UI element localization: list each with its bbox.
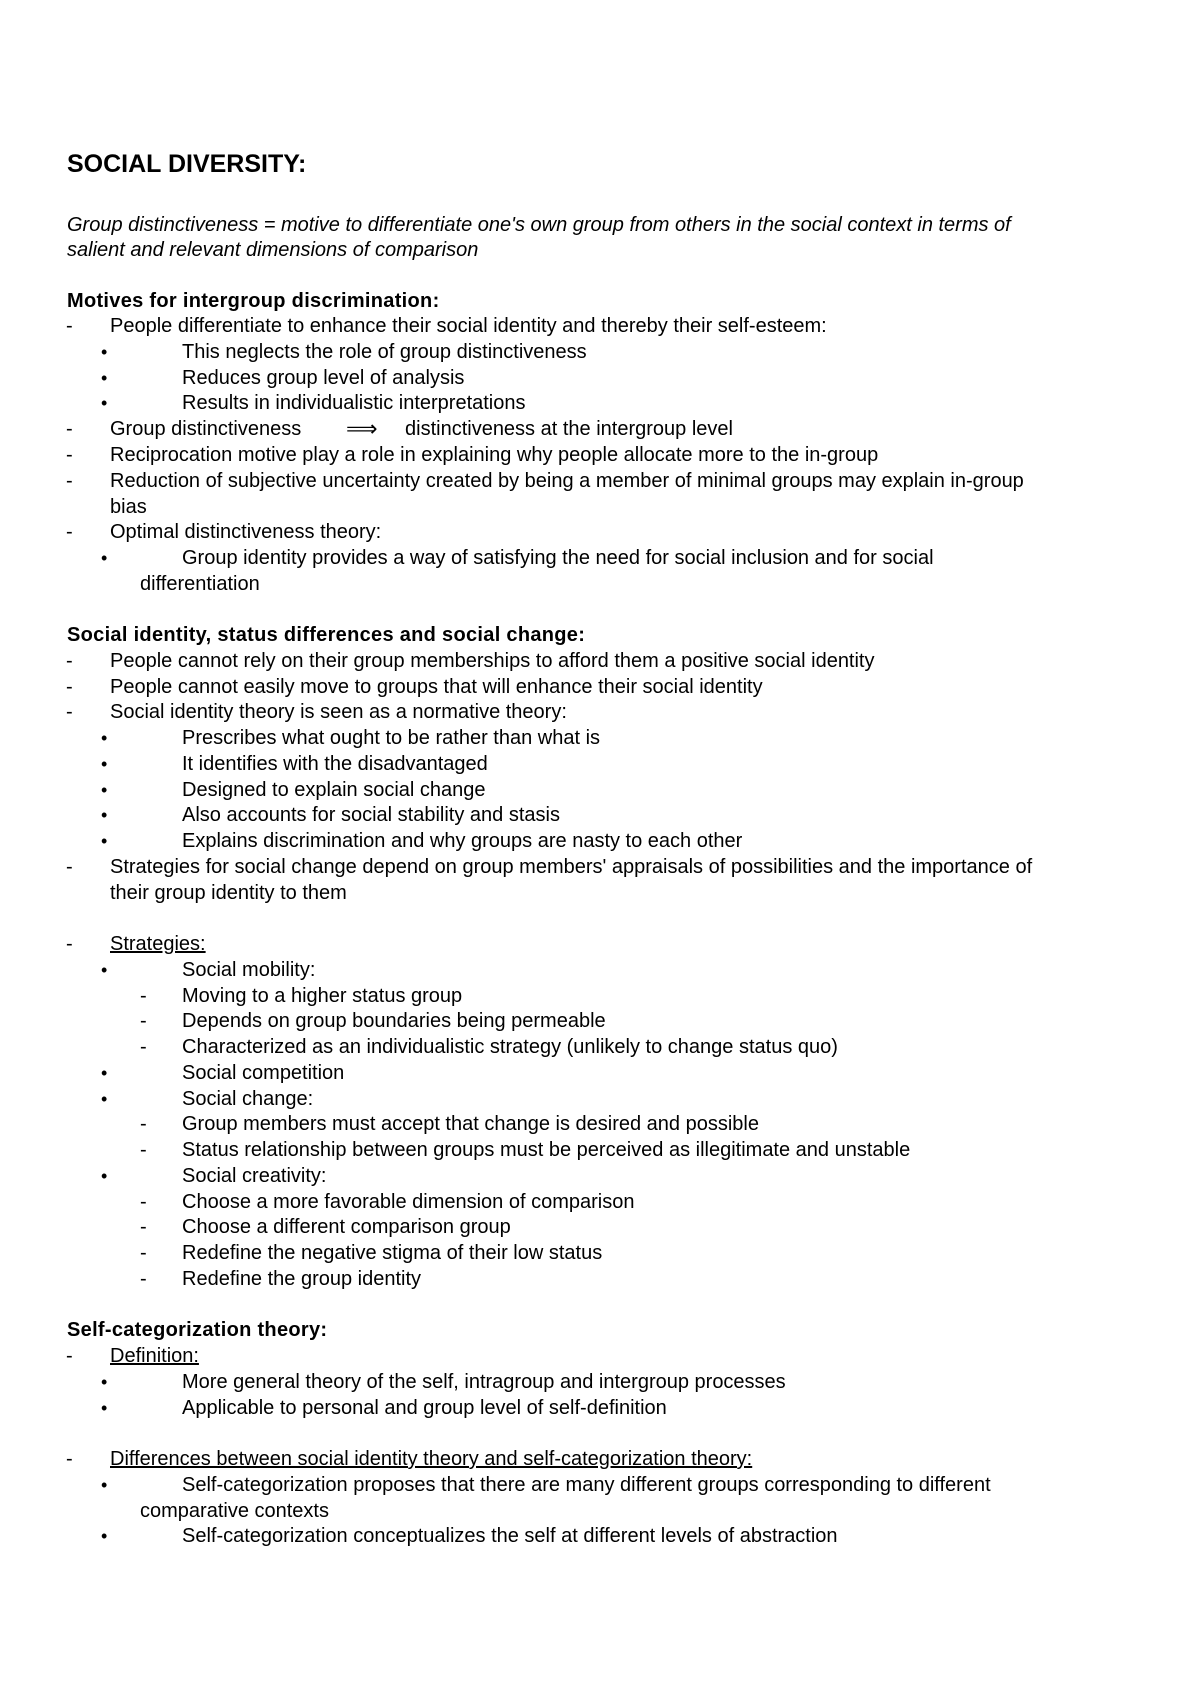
section-heading-social-identity: Social identity, status differences and social change: bbox=[67, 624, 586, 646]
list-item-text: More general theory of the self, intragroup and intergroup processes bbox=[182, 1371, 786, 1393]
list-item-text: Prescribes what ought to be rather than what is bbox=[182, 727, 601, 749]
list-item-text: Self-categorization proposes that there are many different groups corresponding to different bbox=[182, 1474, 991, 1496]
list-item-text: Strategies for social change depend on group members' appraisals of possibilities and the importance of bbox=[110, 856, 1033, 878]
list-item-text: People differentiate to enhance their social identity and thereby their self-esteem: bbox=[110, 315, 827, 337]
list-item-text: Moving to a higher status group bbox=[182, 985, 463, 1007]
list-item-text: Optimal distinctiveness theory: bbox=[110, 521, 382, 543]
bullet-icon: • bbox=[101, 831, 108, 851]
bullet-icon: • bbox=[101, 1166, 108, 1186]
list-item-text: Designed to explain social change bbox=[182, 779, 486, 801]
list-item-text: Reduces group level of analysis bbox=[182, 367, 465, 389]
dash-marker: - bbox=[140, 1242, 147, 1264]
list-item-text: Reduction of subjective uncertainty created by being a member of minimal groups may explain in-group bbox=[110, 470, 1024, 492]
list-item-text: Characterized as an individualistic strategy (unlikely to change status quo) bbox=[182, 1036, 838, 1058]
bullet-icon: • bbox=[101, 342, 108, 362]
section-heading-self-categorization: Self-categorization theory: bbox=[67, 1319, 328, 1341]
list-item-text: Results in individualistic interpretations bbox=[182, 392, 526, 414]
dash-marker: - bbox=[66, 650, 73, 672]
bullet-icon: • bbox=[101, 960, 108, 980]
dash-marker: - bbox=[66, 444, 73, 466]
dash-marker: - bbox=[66, 933, 73, 955]
bullet-icon: • bbox=[101, 728, 108, 748]
list-item-text: Social change: bbox=[182, 1088, 314, 1110]
list-item-text: Reciprocation motive play a role in explaining why people allocate more to the in-group bbox=[110, 444, 879, 466]
bullet-icon: • bbox=[101, 1475, 108, 1495]
list-item-text: Self-categorization conceptualizes the self at different levels of abstraction bbox=[182, 1525, 838, 1547]
list-item-text: Social mobility: bbox=[182, 959, 316, 981]
dash-marker: - bbox=[66, 1345, 73, 1367]
list-item-text: comparative contexts bbox=[140, 1500, 329, 1522]
list-item-text: Social competition bbox=[182, 1062, 345, 1084]
list-item-text: Group members must accept that change is desired and possible bbox=[182, 1113, 759, 1135]
bullet-icon: • bbox=[101, 780, 108, 800]
list-item-text: Group distinctiveness bbox=[110, 418, 302, 440]
list-item-text: Choose a more favorable dimension of comparison bbox=[182, 1191, 635, 1213]
list-item-text: bias bbox=[110, 496, 147, 518]
subheading-differences: Differences between social identity theory and self-categorization theory: bbox=[110, 1448, 753, 1470]
dash-marker: - bbox=[140, 1216, 147, 1238]
double-arrow-icon: ⟹ bbox=[346, 416, 378, 441]
bullet-icon: • bbox=[101, 1089, 108, 1109]
bullet-icon: • bbox=[101, 1372, 108, 1392]
list-item-text: Applicable to personal and group level of self-definition bbox=[182, 1397, 667, 1419]
bullet-icon: • bbox=[101, 368, 108, 388]
page-title: SOCIAL DIVERSITY: bbox=[67, 150, 307, 178]
list-item-text: People cannot rely on their group memberships to afford them a positive social identity bbox=[110, 650, 875, 672]
bullet-icon: • bbox=[101, 1526, 108, 1546]
list-item-text: Social identity theory is seen as a normative theory: bbox=[110, 701, 567, 723]
dash-marker: - bbox=[140, 1268, 147, 1290]
bullet-icon: • bbox=[101, 393, 108, 413]
list-item-text: Status relationship between groups must be perceived as illegitimate and unstable bbox=[182, 1139, 911, 1161]
dash-marker: - bbox=[66, 676, 73, 698]
list-item-text: distinctiveness at the intergroup level bbox=[405, 418, 733, 440]
dash-marker: - bbox=[66, 418, 73, 440]
dash-marker: - bbox=[140, 1139, 147, 1161]
dash-marker: - bbox=[66, 856, 73, 878]
bullet-icon: • bbox=[101, 754, 108, 774]
definition-line: salient and relevant dimensions of comparison bbox=[67, 239, 479, 261]
list-item-text: Social creativity: bbox=[182, 1165, 327, 1187]
bullet-icon: • bbox=[101, 1398, 108, 1418]
dash-marker: - bbox=[140, 985, 147, 1007]
dash-marker: - bbox=[140, 1036, 147, 1058]
bullet-icon: • bbox=[101, 805, 108, 825]
list-item-text: Redefine the group identity bbox=[182, 1268, 422, 1290]
list-item-text: Redefine the negative stigma of their low status bbox=[182, 1242, 603, 1264]
bullet-icon: • bbox=[101, 548, 108, 568]
dash-marker: - bbox=[140, 1113, 147, 1135]
dash-marker: - bbox=[66, 315, 73, 337]
list-item-text: Explains discrimination and why groups are nasty to each other bbox=[182, 830, 743, 852]
list-item-text: differentiation bbox=[140, 573, 260, 595]
definition-line: Group distinctiveness = motive to differentiate one's own group from others in the social context in terms of bbox=[67, 214, 1011, 236]
dash-marker: - bbox=[66, 1448, 73, 1470]
list-item-text: Depends on group boundaries being permeable bbox=[182, 1010, 606, 1032]
bullet-icon: • bbox=[101, 1063, 108, 1083]
subheading-definition: Definition: bbox=[110, 1345, 199, 1367]
list-item-text: This neglects the role of group distinctiveness bbox=[182, 341, 587, 363]
list-item-text: Group identity provides a way of satisfying the need for social inclusion and for social bbox=[182, 547, 934, 569]
dash-marker: - bbox=[140, 1191, 147, 1213]
dash-marker: - bbox=[140, 1010, 147, 1032]
dash-marker: - bbox=[66, 701, 73, 723]
list-item-text: It identifies with the disadvantaged bbox=[182, 753, 488, 775]
dash-marker: - bbox=[66, 470, 73, 492]
list-item-text: their group identity to them bbox=[110, 882, 347, 904]
dash-marker: - bbox=[66, 521, 73, 543]
section-heading-motives: Motives for intergroup discrimination: bbox=[67, 290, 440, 312]
list-item-text: Choose a different comparison group bbox=[182, 1216, 511, 1238]
list-item-text: Also accounts for social stability and stasis bbox=[182, 804, 560, 826]
list-item-text: People cannot easily move to groups that will enhance their social identity bbox=[110, 676, 763, 698]
subheading-strategies: Strategies: bbox=[110, 933, 206, 955]
